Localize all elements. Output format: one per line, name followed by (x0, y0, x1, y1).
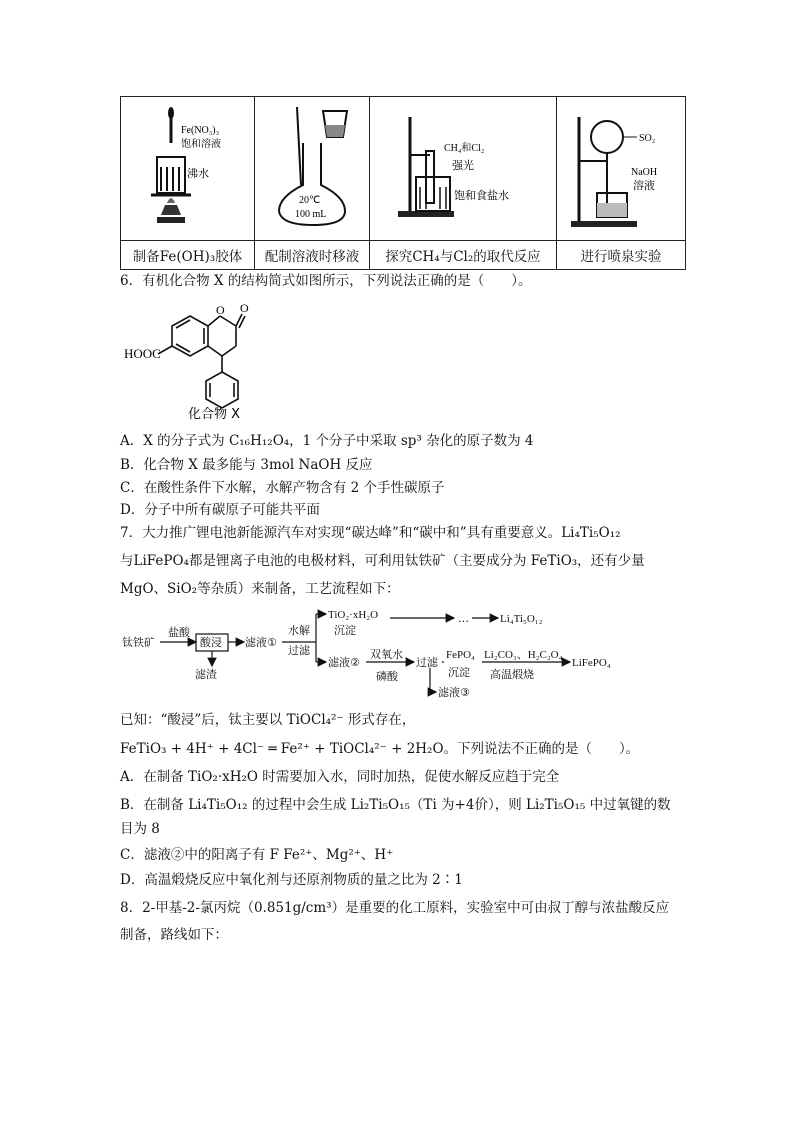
q7-stem-line2: 与LiFePO₄都是锂离子电池的电极材料，可利用钛铁矿（主要成分为 FeTiO₃，还有少量 (120, 553, 645, 569)
q7-option-b: B．在制备 Li₄Ti₅O₁₂ 的过程中会生成 Li₂Ti₅O₁₅（Ti 为+4价），则 Li₂Ti₅O₁₅ 中过氧键的数 (120, 797, 671, 813)
apparatus-2-cell (255, 97, 370, 241)
flow-fepo4: FePO₄ (446, 649, 475, 661)
q7-option-b-cont: 目为 8 (120, 821, 160, 837)
q8-line2: 制备，路线如下： (120, 927, 228, 943)
apparatus-1-cell (121, 97, 255, 241)
label-strong-light: 强光 (452, 159, 474, 172)
q7-option-c: C．滤液②中的阳离子有 F Fe²⁺、Mg²⁺、H⁺ (120, 847, 394, 863)
label-volume: 100 mL (295, 209, 327, 220)
q7-option-a: A．在制备 TiO₂·xH₂O 时需要加入水，同时加热，促使水解反应趋于完全 (120, 769, 560, 785)
fe-oh3-colloid-apparatus (121, 97, 254, 240)
flow-reagents: Li₂CO₃、H₂C₂O₄ (484, 649, 563, 661)
ch4-cl2-substitution-apparatus (370, 97, 556, 240)
q7-stem-line1: 7．大力推广锂电池新能源汽车对实现“碳达峰”和“碳中和”具有重要意义。Li₄Ti₅O₁₂ (120, 525, 621, 541)
caption-fe-oh3: 制备Fe(OH)₃胶体 (121, 241, 255, 270)
flow-raw: 钛铁矿 (122, 636, 155, 649)
flow-filter: 过滤 (288, 644, 310, 657)
flow-calcine: 高温煅烧 (490, 668, 534, 681)
flow-phos: 磷酸 (376, 670, 398, 683)
flow-acid: 盐酸 (168, 626, 190, 639)
apparatus-3-cell (370, 97, 557, 241)
label-naoh-solution: 溶液 (633, 179, 655, 192)
q6-option-a: A．X 的分子式为 C₁₆H₁₂O₄，1 个分子中采取 sp³ 杂化的原子数为 4 (120, 433, 534, 449)
flow-precip: 沉淀 (334, 624, 356, 637)
flow-filtrate3: 滤液③ (438, 686, 470, 699)
label-boiling-water: 沸水 (187, 167, 209, 180)
flow-h2o2: 双氧水 (370, 648, 403, 661)
process-flow-diagram (120, 604, 680, 702)
q6-option-c: C．在酸性条件下水解，水解产物含有 2 个手性碳原子 (120, 480, 445, 496)
flow-tio2: TiO₂·xH₂O (328, 609, 379, 621)
q6-option-d: D．分子中所有碳原子可能共平面 (120, 502, 320, 518)
volumetric-flask-apparatus (255, 97, 369, 240)
flow-leach: 酸浸 (200, 636, 222, 649)
q7-stem-line3: MgO、SiO₂等杂质）来制备，工艺流程如下： (120, 581, 400, 597)
flow-filtrate1: 滤液① (245, 636, 277, 649)
flow-filtrate2: 滤液② (328, 656, 360, 669)
caption-substitution: 探究CH₄与Cl₂的取代反应 (370, 241, 557, 270)
label-reagent: Fe(NO₃)₃ (181, 125, 220, 136)
flow-residue: 滤渣 (195, 668, 217, 681)
flow-hydrolysis: 水解 (288, 624, 310, 637)
q6-stem: 6．有机化合物 X 的结构简式如图所示，下列说法正确的是（ ）。 (120, 273, 532, 289)
q7-known-line2: FeTiO₃ + 4H⁺ + 4Cl⁻ ═ Fe²⁺ + TiOCl₄²⁻ + 2H₂O。下列说法不正确的是（ ）。 (120, 741, 640, 757)
struct-compound-label: 化合物 X (188, 407, 241, 422)
flow-lts: Li₄Ti₅O₁₂ (500, 613, 543, 625)
label-solution: 饱和溶液 (181, 139, 221, 150)
compound-x-structure (120, 292, 270, 424)
caption-fountain: 进行喷泉实验 (557, 241, 686, 270)
flow-filter2: 过滤 (416, 656, 438, 669)
fountain-experiment-apparatus (557, 97, 685, 240)
q6-option-b: B．化合物 X 最多能与 3mol NaOH 反应 (120, 457, 373, 473)
struct-cooh-label: HOOC (124, 346, 161, 361)
label-naoh: NaOH (631, 167, 658, 178)
apparatus-table (120, 96, 686, 270)
svg-text:O: O (240, 301, 249, 315)
caption-transfer: 配制溶液时移液 (255, 241, 370, 270)
label-brine: 饱和食盐水 (454, 189, 509, 202)
q7-known-line1: 已知：“酸浸”后，钛主要以 TiOCl₄²⁻ 形式存在， (120, 712, 416, 728)
q8-line1: 8．2-甲基-2-氯丙烷（0.851g/cm³）是重要的化工原料，实验室中可由叔丁醇与浓盐酸反应 (120, 900, 670, 916)
label-gas-mixture: CH₄和Cl₂ (444, 143, 485, 154)
flow-dots: … (458, 612, 469, 625)
label-so2: SO₂ (639, 133, 656, 144)
svg-text:O: O (216, 303, 225, 317)
q7-option-d: D．高温煅烧反应中氧化剂与还原剂物质的量之比为 2∶1 (120, 872, 463, 888)
flow-precip2: 沉淀 (448, 666, 470, 679)
apparatus-4-cell (557, 97, 686, 241)
label-temperature: 20℃ (299, 195, 321, 206)
flow-lfp: LiFePO₄ (572, 657, 611, 669)
